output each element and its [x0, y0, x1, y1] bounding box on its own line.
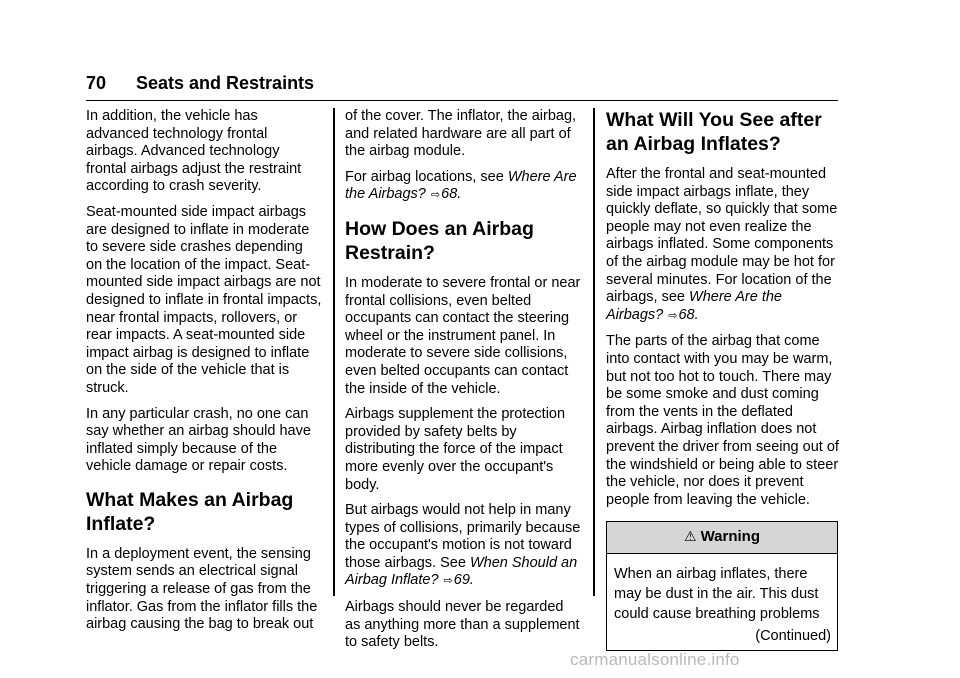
- paragraph: In any particular crash, no one can say whether an airbag should have inflated simply because of the vehicle damage or repair costs.: [86, 405, 311, 475]
- paragraph: In a deployment event, the sensing system sends an electrical signal triggering a release of gas from the inflator. Gas from the inflator fills the airbag causing the bag to break out: [86, 545, 318, 633]
- paragraph: Airbags supplement the protection provided by safety belts by distributing the force of the impact more evenly over the occupant's body.: [345, 406, 566, 493]
- column-3: [606, 108, 842, 651]
- page-number: 70: [86, 73, 107, 93]
- cross-reference-link[interactable]: Where Are the Airbags? ⇨68.: [606, 289, 782, 323]
- page-reference-icon: ⇨: [443, 575, 453, 588]
- heading-what-will-you-see: What Will You See after an Airbag Inflates?: [606, 109, 822, 155]
- warning-body: [607, 554, 837, 650]
- heading-how-does-airbag-restrain: How Does an Airbag Restrain?: [345, 217, 534, 264]
- page-reference-icon: ⇨: [668, 309, 678, 322]
- column-divider: [593, 108, 595, 596]
- paragraph: After the frontal and seat-mounted side impact airbags inflate, they quickly deflate, so quickly that some people may not even realize the airbags inflated. Some components of the airbag module may be hot for several minutes. For location of the airbags, see Where Are the Airbags? ⇨68.: [606, 166, 842, 325]
- paragraph: In moderate to severe frontal or near frontal collisions, even belted occupants can contact the steering wheel or the instrument panel. In moderate to severe side collisions, even belted occupants can contact the inside of the vehicle.: [345, 274, 581, 397]
- paragraph: But airbags would not help in many types of collisions, primarily because the occupant's motion is not toward those airbags. See When Should an Airbag Inflate? ⇨69.: [345, 502, 581, 591]
- column-2: [345, 108, 581, 660]
- page-header: [86, 70, 838, 101]
- warning-box: [606, 521, 838, 651]
- paragraph: of the cover. The inflator, the airbag, and related hardware are all part of the airbag module.: [345, 108, 577, 160]
- paragraph: The parts of the airbag that come into contact with you may be warm, but not too hot to touch. There may be some smoke and dust coming from the vents in the deflated airbags. Airbag inflation does not prevent the driver from seeing out of the windshield or being able to steer the vehicle, nor does it prevent people from leaving the vehicle.: [606, 333, 839, 508]
- section-title: Seats and Restraints: [136, 73, 315, 93]
- warning-header: [607, 522, 837, 554]
- column-divider: [333, 108, 335, 596]
- paragraph: Airbags should never be regarded as anything more than a supplement to safety belts.: [345, 599, 580, 651]
- warning-title: Warning: [700, 528, 760, 546]
- watermark: carmanualsonline.info: [570, 650, 740, 669]
- cross-reference-link[interactable]: Where Are the Airbags? ⇨68.: [345, 169, 577, 203]
- continued-label: (Continued): [755, 627, 831, 644]
- column-1: [86, 108, 322, 642]
- heading-what-makes-airbag-inflate: What Makes an Airbag Inflate?: [86, 488, 294, 535]
- warning-text: When an airbag inflates, there may be dust in the air. This dust could cause breathing problems: [614, 565, 820, 622]
- warning-triangle-icon: ⚠: [684, 528, 697, 545]
- cross-reference-link[interactable]: When Should an Airbag Inflate? ⇨69.: [345, 555, 577, 589]
- paragraph: For airbag locations, see Where Are the Airbags? ⇨68.: [345, 169, 581, 205]
- page-reference-icon: ⇨: [430, 189, 441, 202]
- paragraph: Seat-mounted side impact airbags are designed to inflate in moderate to severe side crashes depending on the location of the impact. Seat-mounted side impact airbags are not designed to inflate in frontal impacts, near frontal impacts, rollovers, or rear impacts. A seat-mounted side impact airbag is designed to inflate on the side of the vehicle that is struck.: [86, 203, 322, 396]
- paragraph: In addition, the vehicle has advanced technology frontal airbags. Advanced technology frontal airbags adjust the restraint according to crash severity.: [86, 108, 302, 195]
